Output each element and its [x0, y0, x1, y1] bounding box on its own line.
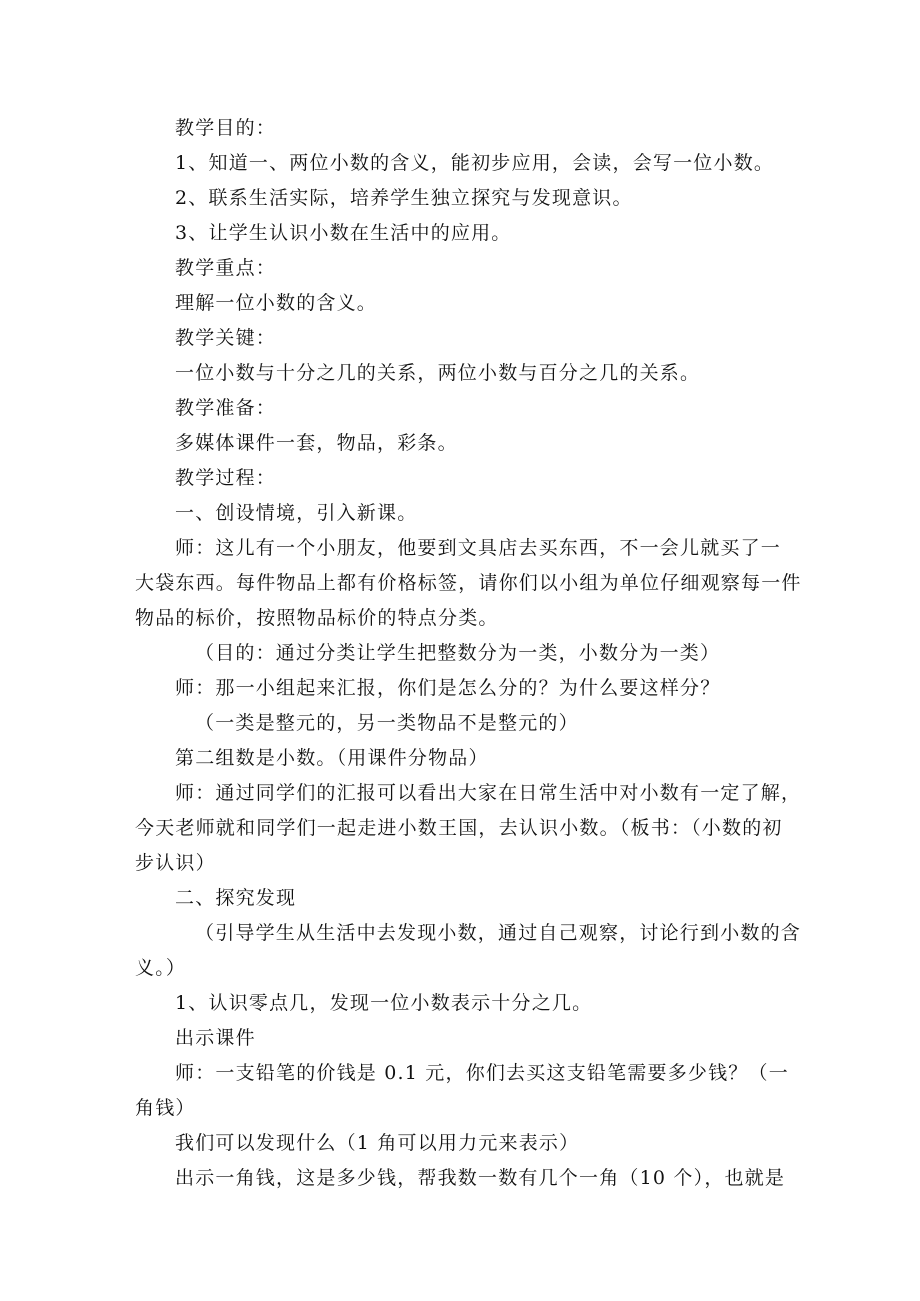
paragraph-line: 步认识）: [135, 852, 216, 874]
teaching-focus-text: 理解一位小数的含义。: [175, 292, 378, 314]
teaching-preparation-text: 多媒体课件一套，物品，彩条。: [175, 432, 458, 454]
section-2-title: 二、探究发现: [175, 887, 297, 909]
objective-2: 2、联系生活实际，培养学生独立探究与发现意识。: [175, 187, 633, 209]
paragraph-line: 第二组数是小数。（用课件分物品）: [175, 747, 489, 769]
paragraph-line: 师：那一小组起来汇报，你们是怎么分的？为什么要这样分？: [175, 677, 721, 699]
subsection-1-title: 1、认识零点几，发现一位小数表示十分之几。: [175, 992, 593, 1014]
paragraph-line: （一类是整元的，另一类物品不是整元的）: [195, 712, 579, 734]
heading-teaching-focus: 教学重点：: [175, 257, 277, 279]
objective-3: 3、让学生认识小数在生活中的应用。: [175, 222, 512, 244]
heading-teaching-process: 教学过程：: [175, 467, 277, 489]
paragraph-line: 我们可以发现什么（1 角可以用力元来表示）: [175, 1132, 580, 1154]
paragraph-line: （目的：通过分类让学生把整数分为一类，小数分为一类）: [195, 642, 721, 664]
paragraph-line: 角钱）: [135, 1097, 196, 1119]
paragraph-line: 义。）: [135, 957, 187, 979]
paragraph-line: 出示课件: [175, 1027, 256, 1049]
document-body: [135, 111, 802, 1196]
paragraph-line: 师：这儿有一个小朋友，他要到文具店去买东西，不一会儿就买了一: [175, 537, 782, 559]
paragraph-line: 出示一角钱，这是多少钱，帮我数一数有几个一角（10 个），也就是: [175, 1167, 786, 1189]
paragraph-line: 今天老师就和同学们一起走进小数王国，去认识小数。（板书：（小数的初: [135, 817, 783, 839]
paragraph-line: 师：一支铅笔的价钱是 0.1 元，你们去买这支铅笔需要多少钱？（一: [175, 1062, 789, 1084]
paragraph-line: 大袋东西。每件物品上都有价格标签，请你们以小组为单位仔细观察每一件: [135, 572, 802, 594]
heading-teaching-preparation: 教学准备：: [175, 397, 277, 419]
paragraph-line: 师：通过同学们的汇报可以看出大家在日常生活中对小数有一定了解，: [175, 782, 802, 804]
objective-1: 1、知道一、两位小数的含义，能初步应用，会读，会写一位小数。: [175, 152, 775, 174]
heading-teaching-objectives: 教学目的：: [175, 117, 277, 139]
paragraph-line: 物品的标价，按照物品标价的特点分类。: [135, 607, 499, 629]
heading-teaching-key: 教学关键：: [175, 327, 277, 349]
teaching-key-text: 一位小数与十分之几的关系，两位小数与百分之几的关系。: [175, 362, 701, 384]
section-1-title: 一、创设情境，引入新课。: [175, 502, 418, 524]
paragraph-line: （引导学生从生活中去发现小数，通过自己观察，讨论行到小数的含: [195, 922, 802, 944]
